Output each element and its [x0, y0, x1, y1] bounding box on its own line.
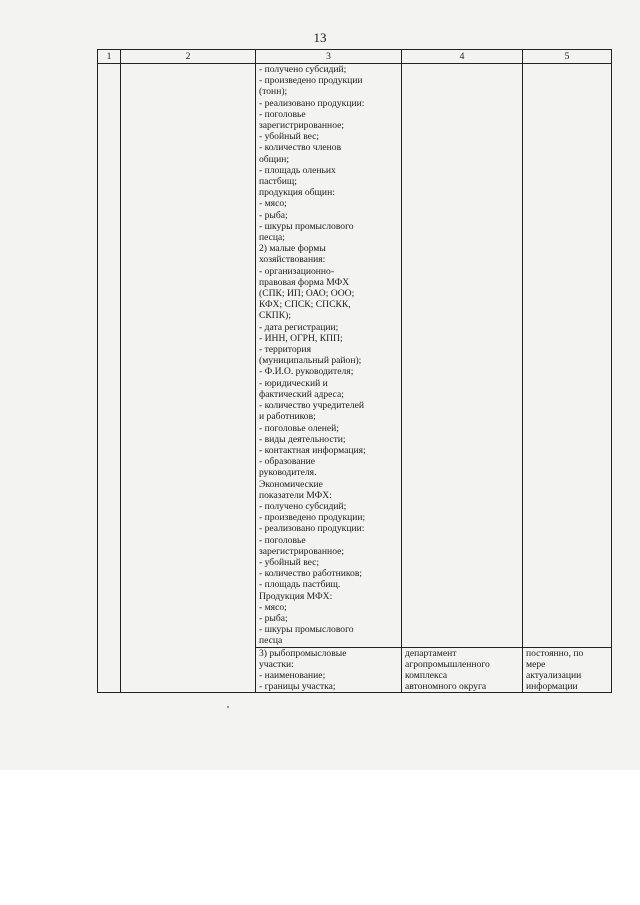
- cell-text-line: - контактная информация;: [259, 444, 366, 456]
- cell-text-line: зарегистрированное;: [259, 120, 345, 132]
- data-table: [97, 49, 612, 693]
- table-row: [98, 64, 612, 648]
- cell-text-line: - образование: [259, 456, 316, 468]
- cell-text-line: - виды деятельности;: [259, 433, 346, 445]
- table-cell: [121, 64, 256, 693]
- cell-text-line: фактический адреса;: [259, 388, 344, 400]
- cell-text-line: актуализации: [526, 669, 582, 681]
- cell-text-line: департамент: [405, 647, 457, 659]
- cell-text-line: - поголовье оленей;: [259, 422, 339, 434]
- cell-text-line: - количество учредителей: [259, 400, 364, 412]
- cell-text-line: - поголовье: [259, 534, 306, 546]
- cell-text-line: - получено субсидий;: [259, 500, 347, 512]
- cell-text-line: - организационно-: [259, 265, 335, 277]
- cell-text-line: СКПК);: [259, 310, 291, 322]
- cell-text-line: (СПК; ИП; ОАО; ООО;: [259, 288, 355, 300]
- cell-text-line: пастбищ;: [259, 176, 297, 188]
- cell-text-line: - реализовано продукции:: [259, 523, 365, 535]
- column-header: 1: [98, 50, 121, 64]
- cell-text-line: - территория: [259, 344, 311, 356]
- cell-text-line: - границы участка;: [259, 681, 336, 693]
- cell-text-line: автономного округа: [405, 681, 487, 693]
- table-cell: [256, 64, 402, 648]
- page-number: 13: [313, 30, 327, 45]
- cell-text-line: - поголовье: [259, 108, 306, 120]
- cell-text-line: - Ф.И.О. руководителя;: [259, 366, 354, 378]
- cell-text-line: - получено субсидий;: [259, 64, 347, 75]
- cell-text-line: - наименование;: [259, 669, 326, 681]
- cell-text-line: (муниципальный район);: [259, 355, 362, 367]
- cell-text-line: 3) рыбопромысловые: [259, 647, 347, 659]
- table-cell: [98, 64, 121, 693]
- cell-text-line: - дата регистрации;: [259, 321, 339, 333]
- scan-speck: [227, 706, 229, 708]
- cell-text-line: общин;: [259, 153, 289, 165]
- cell-text-line: руководителя.: [259, 467, 317, 479]
- cell-text-line: песца: [259, 635, 283, 647]
- cell-text-line: мере: [526, 658, 546, 670]
- table-cell: [256, 647, 402, 693]
- cell-text-line: продукция общин:: [259, 187, 335, 199]
- cell-text-line: - произведено продукции;: [259, 512, 366, 524]
- table-cell: [402, 647, 523, 693]
- cell-text-line: - шкуры промыслового: [259, 220, 354, 232]
- cell-text-line: песца;: [259, 232, 285, 244]
- table-cell: [402, 64, 523, 648]
- cell-text-line: - ИНН, ОГРН, КПП;: [259, 332, 343, 344]
- cell-text-line: Экономические: [259, 478, 323, 490]
- column-header: 4: [402, 50, 523, 64]
- cell-text-line: и работников;: [259, 411, 316, 423]
- cell-text-line: - реализовано продукции:: [259, 97, 365, 109]
- cell-text-line: 2) малые формы: [259, 243, 326, 255]
- table-cell: [523, 647, 612, 693]
- cell-text-line: правовая форма МФХ: [259, 276, 350, 288]
- cell-text-line: - убойный вес;: [259, 131, 320, 143]
- cell-text-line: - мясо;: [259, 198, 287, 210]
- cell-text-line: информации: [526, 681, 578, 693]
- cell-text-line: - рыба;: [259, 612, 288, 624]
- cell-text-line: зарегистрированное;: [259, 545, 345, 557]
- cell-text-line: - площадь оленьих: [259, 164, 336, 176]
- cell-text-line: Продукция МФХ:: [259, 590, 333, 602]
- cell-text-line: - рыба;: [259, 209, 288, 221]
- cell-text-line: - юридический и: [259, 377, 328, 389]
- cell-text-line: комплекса: [405, 669, 448, 681]
- table-cell: [523, 64, 612, 648]
- cell-text-line: участки:: [259, 658, 294, 670]
- table-header-row: [98, 50, 612, 64]
- cell-text-line: - площадь пастбищ.: [259, 579, 341, 591]
- cell-text-line: - количество членов: [259, 142, 342, 154]
- column-header: 3: [256, 50, 402, 64]
- column-header: 2: [121, 50, 256, 64]
- cell-text-line: показатели МФХ:: [259, 489, 332, 501]
- cell-text-line: - убойный вес;: [259, 556, 320, 568]
- cell-text-line: - шкуры промыслового: [259, 624, 354, 636]
- cell-text-line: хозяйствования:: [259, 254, 326, 266]
- cell-text-line: постоянно, по: [526, 647, 584, 659]
- cell-text-line: - произведено продукции: [259, 75, 363, 87]
- column-header: 5: [523, 50, 612, 64]
- cell-text-line: (тонн);: [259, 86, 288, 98]
- cell-text-line: - количество работников;: [259, 568, 363, 580]
- cell-text-line: агропромышленного: [405, 658, 490, 670]
- cell-text-line: - мясо;: [259, 601, 287, 613]
- cell-text-line: КФХ; СПСК; СПСКК,: [259, 299, 351, 311]
